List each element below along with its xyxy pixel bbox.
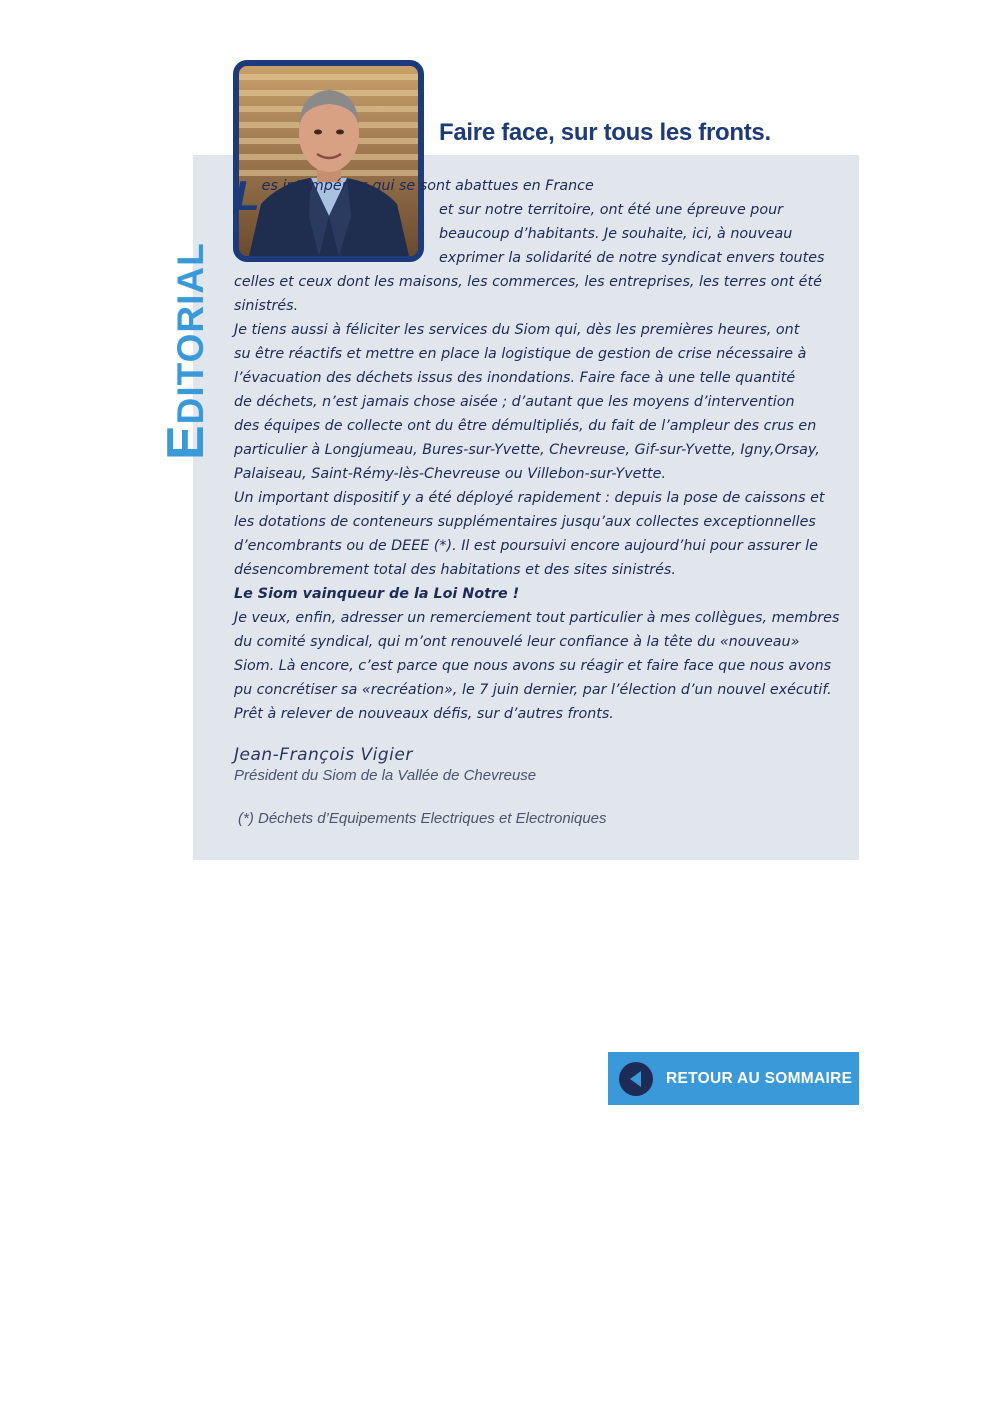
back-to-contents-button[interactable] xyxy=(608,1052,859,1105)
section-title xyxy=(157,242,215,460)
text-line: du comité syndical, qui m’ont renouvelé leur confiance à la tête du «nouveau» xyxy=(234,634,800,650)
subheading: Le Siom vainqueur de la Loi Notre ! xyxy=(234,586,520,602)
text-line: Siom. Là encore, c’est parce que nous avons su réagir et faire face que nous avons xyxy=(234,658,832,674)
text-line: sinistrés. xyxy=(234,298,299,314)
signature-name: Jean-François Vigier xyxy=(234,745,413,765)
text-line: su être réactifs et mettre en place la logistique de gestion de crise nécessaire à xyxy=(234,346,807,362)
dropcap: L xyxy=(234,172,260,219)
section-title-rest: DITORIAL xyxy=(170,242,211,425)
text-line: l’évacuation des déchets issus des inondations. Faire face à une telle quantité xyxy=(234,370,796,386)
text-line: de déchets, n’est jamais chose aisée ; d’autant que les moyens d’intervention xyxy=(234,394,795,410)
text-line: es intempéries qui se sont abattues en France xyxy=(261,178,594,194)
text-line: celles et ceux dont les maisons, les commerces, les entreprises, les terres ont été xyxy=(234,274,822,290)
section-title-initial: E xyxy=(157,424,215,460)
signature-role: Président du Siom de la Vallée de Chevreuse xyxy=(234,767,537,784)
text-line: Palaiseau, Saint-Rémy-lès-Chevreuse ou Villebon-sur-Yvette. xyxy=(234,466,666,482)
footnote: (*) Déchets d’Equipements Electriques et Electroniques xyxy=(238,810,607,827)
text-line: pu concrétiser sa «recréation», le 7 juin dernier, par l’élection d’un nouvel exécutif. xyxy=(234,682,832,698)
back-button-label: RETOUR AU SOMMAIRE xyxy=(666,1069,853,1087)
text-line: exprimer la solidarité de notre syndicat envers toutes xyxy=(439,250,825,266)
editorial-body xyxy=(234,172,840,726)
text-line: beaucoup d’habitants. Je souhaite, ici, à nouveau xyxy=(439,226,793,242)
text-line: Prêt à relever de nouveaux défis, sur d’autres fronts. xyxy=(234,706,614,722)
triangle-left-icon xyxy=(619,1062,653,1096)
text-line: Je tiens aussi à féliciter les services du Siom qui, dès les premières heures, ont xyxy=(234,322,800,338)
text-line: Un important dispositif y a été déployé rapidement : depuis la pose de caissons et xyxy=(234,490,825,506)
text-line: les dotations de conteneurs supplémentaires jusqu’aux collectes exceptionnelles xyxy=(234,514,816,530)
text-line: Je veux, enfin, adresser un remerciement tout particulier à mes collègues, membres xyxy=(234,610,840,626)
text-line: et sur notre territoire, ont été une épreuve pour xyxy=(439,202,784,218)
text-line: des équipes de collecte ont du être démultipliés, du fait de l’ampleur des crus en xyxy=(234,418,817,434)
text-line: particulier à Longjumeau, Bures-sur-Yvette, Chevreuse, Gif-sur-Yvette, Igny,Orsay, xyxy=(234,442,820,458)
text-line: d’encombrants ou de DEEE (*). Il est poursuivi encore aujourd’hui pour assurer le xyxy=(234,538,818,554)
text-line: désencombrement total des habitations et des sites sinistrés. xyxy=(234,562,676,578)
headline: Faire face, sur tous les fronts. xyxy=(439,119,771,146)
